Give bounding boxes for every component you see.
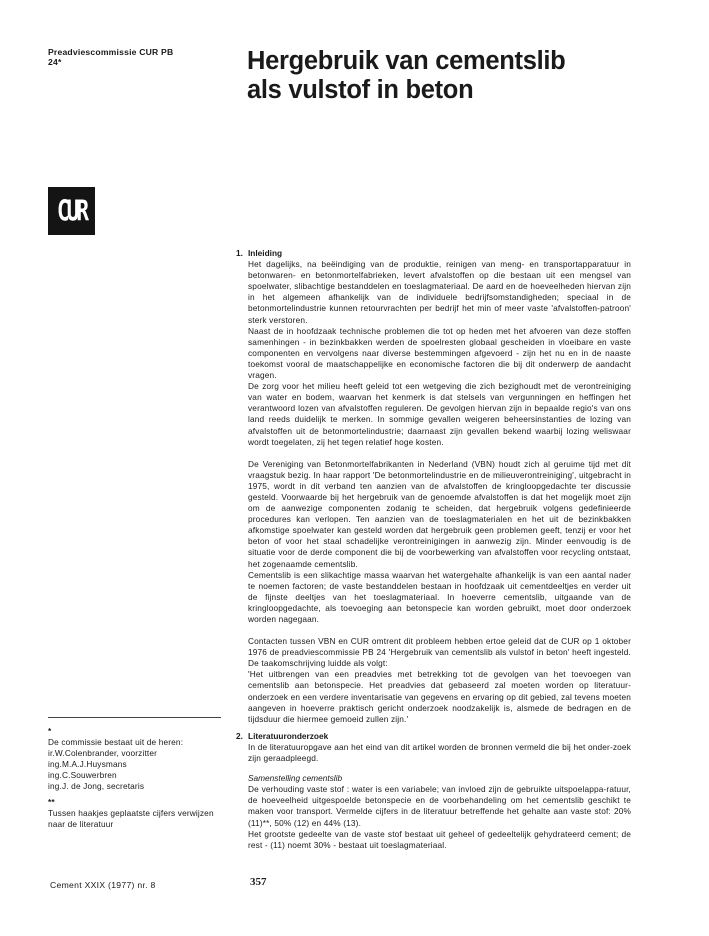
section-literatuuronderzoek — [236, 731, 631, 851]
section-heading: Inleiding — [248, 248, 283, 258]
footnote-mark: * — [48, 726, 52, 736]
article-title — [247, 47, 565, 105]
paragraph: Het dagelijks, na beëindiging van de produktie, reinigen van meng- en transportapparatuur in betonwaren- en betonmortelfabrieken, levert afvalstoffen op die bestaan uit een mengsel van spoelwater, slibachtige bestanddelen en toeslagmateriaal. De aard en de hoeveelheden hiervan zijn in het algemeen afhankelijk van de individuele bedrijfsomstandigheden; speciaal in de betonmortelindustrie kunnen retourvrachten per bedrijf het min of meer vaste 'afvalstoffen-patroon' sterk verstoren. — [248, 259, 631, 325]
footnote-line: De commissie bestaat uit de heren: — [48, 737, 184, 748]
section-number: 2. — [236, 730, 243, 741]
footnote-line: naar de literatuur — [48, 818, 114, 829]
paragraph: In de literatuuropgave aan het eind van dit artikel worden de bronnen vermeld die bij het onder-zoek zijn geraadpleegd. — [248, 741, 631, 764]
footnote-line: ing.C.Souwerbren — [48, 770, 117, 781]
paragraph: Cementslib is een slikachtige massa waarvan het watergehalte afhankelijk is van een aantal nader te noemen factoren; de vaste bestanddelen bestaan in hoofdzaak uit cementdeeltjes en verder uit de fijnste deeltjes van het toeslagmateriaal. In hoeverre cementslib, uitgaande van de kringloopgedachte, als toevoeging aan betonspecie kan worden gebruikt, moet door onderzoek worden nagegaan. — [248, 569, 631, 624]
cur-logo — [48, 187, 95, 235]
journal-citation: Cement XXIX (1977) nr. 8 — [50, 880, 156, 890]
footnote-divider — [48, 717, 221, 718]
footnote-line: ir.W.Colenbrander, voorzitter — [48, 748, 158, 759]
section-heading: Literatuuronderzoek — [248, 730, 329, 741]
subsection-heading: Samenstelling cementslib — [248, 773, 343, 784]
series-label-line2: 24* — [48, 57, 62, 67]
article-title-line1: Hergebruik van cementslib — [247, 47, 566, 75]
footnote-mark: ** — [48, 796, 55, 807]
footnote-line: ing.J. de Jong, secretaris — [48, 781, 145, 792]
page-number: 357 — [250, 876, 267, 888]
paragraph: Contacten tussen VBN en CUR omtrent dit probleem hebben ertoe geleid dat de CUR op 1 oktober 1976 de preadviescommissie PB 24 'Hergebruik van cementslib als vulstof in beton' heeft ingesteld. De taakomschrijving luidde als volgt: — [248, 636, 631, 669]
paragraph-quote: 'Het uitbrengen van een preadvies met betrekking tot de gevolgen van het toevoegen van cementslib aan betonspecie. Het preadvies dat gebaseerd zal moeten worden op literatuur-onderzoek en een verdere inventarisatie van gegevens en ervaring op dit gebied, zal tevens moeten aangeven in hoeverre praktisch gericht onderzoek noodzakelijk is, alsmede de bedragen en de tijdsduur die hiermee gemoeid zullen zijn.' — [248, 669, 631, 724]
section-inleiding — [236, 248, 631, 725]
article-body — [236, 248, 631, 851]
series-label-line1: Preadviescommissie CUR PB — [48, 47, 174, 57]
paragraph: Het grootste gedeelte van de vaste stof bestaat uit geheel of gedeeltelijk gehydrateerd cement; de rest - (11) noemt 30% - bestaat uit toeslagmateriaal. — [248, 828, 631, 850]
article-title-line2: als vulstof in beton — [247, 76, 474, 104]
paragraph: Naast de in hoofdzaak technische problemen die tot op heden met het afvoeren van deze stoffen samenhingen - in bezinkbakken werden de spoelresten globaal gescheiden in vloeibare en vaste componenten en vervolgens naar diverse bestemmingen afgevoerd - zijn het nu en in de naaste toekomst vooral de maatschappelijke en economische factoren die bij dit onderwerp de aandacht vragen. — [248, 325, 631, 381]
footnote-line: Tussen haakjes geplaatste cijfers verwijzen — [48, 807, 214, 818]
section-number: 1. — [236, 248, 243, 258]
footnote-line: ing.M.A.J.Huysmans — [48, 759, 127, 770]
cur-logo-text: CUR — [57, 194, 86, 228]
paragraph: De Vereniging van Betonmortelfabrikanten in Nederland (VBN) houdt zich al geruime tijd met dit vraagstuk bezig. In haar rapport 'De betonmortelindustrie en de milieuverontreiniging', uitgebracht in 1975, wordt in dit verband ten aanzien van de afvalstoffen de kringloopgedachte ter discussie gesteld. Voorwaarde bij het hergebruik van de genoemde afvalstoffen is dat het mogelijk moet zijn om de aanwezige componenten zodanig te scheiden, dat hergebruik volgens gedefinieerde procedures kan verlopen. Ten aanzien van de toeslagmaterialen en het uit de bezinkbakken afkomstige spoelwater kan gesteld worden dat hergebruik geen problemen geeft, tenzij er voor het beton of voor het staal schadelijke verontreinigingen in aanwezig zijn. Minder eenvoudig is de situatie voor de derde component die bij de voorbewerking van afvalstoffen voor recycling ontstaat, het zogenaamde cementslib. — [248, 458, 631, 569]
series-label — [48, 47, 173, 67]
paragraph: De zorg voor het milieu heeft geleid tot een wetgeving die zich bezighoudt met de verontreiniging van water en bodem, waarvan het kenmerk is dat stelsels van vergunningen en heffingen het verantwoord lozen van afvalstoffen reguleren. De gevolgen hiervan zijn in bepaalde regio's van ons land reeds duidelijk te merken. In sommige gevallen weigeren beheersinstanties de lozing van afvalstoffen uit de betonmortelindustrie; daarnaast zijn gevallen bekend waarbij lozing weliswaar wordt toegelaten, zij het tegen relatief hoge kosten. — [248, 381, 631, 447]
footnotes — [48, 726, 228, 830]
paragraph: De verhouding vaste stof : water is een variabele; van invloed zijn de gebruikte uitspoelappa-ratuur, de hoeveelheid uitgespoelde betonspecie en de voorbehandeling om het cementslib geschikt te maken voor transport. Vermelde cijfers in de literatuur betreffende het gehalte aan vaste stof: 20% (11)**, 50% (12) en 44% (13). — [248, 784, 631, 828]
